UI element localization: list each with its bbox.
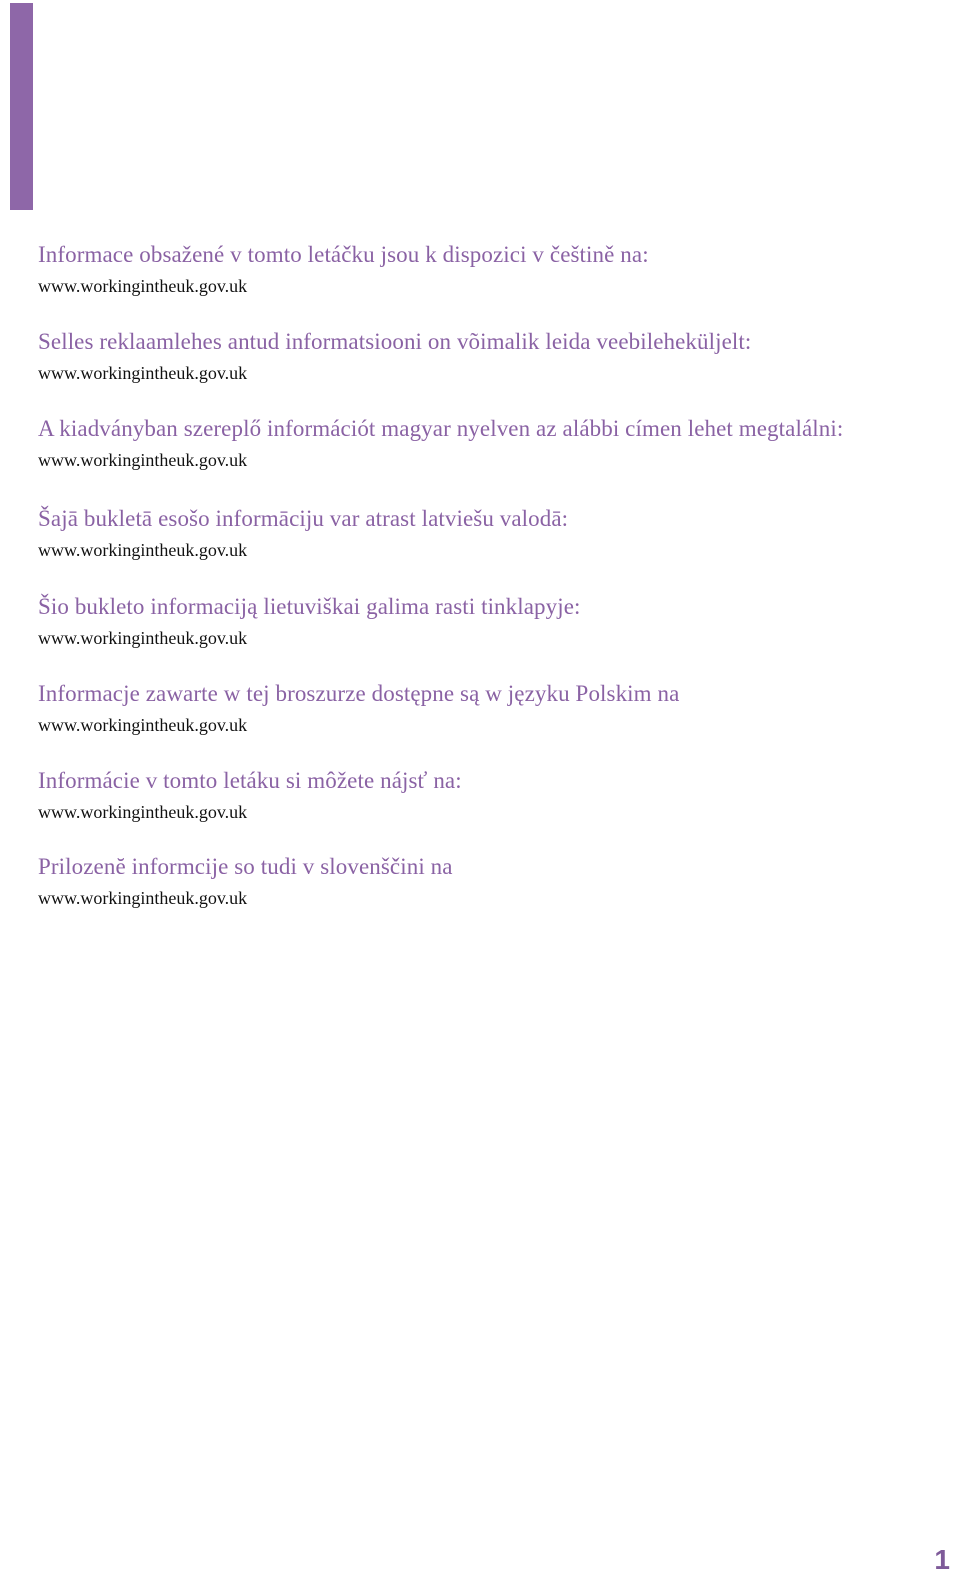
page-number: 1 — [934, 1544, 950, 1575]
entry-url[interactable]: www.workingintheuk.gov.uk — [38, 450, 248, 470]
entry-url[interactable]: www.workingintheuk.gov.uk — [38, 363, 248, 383]
entry-latvian — [38, 504, 938, 561]
entry-text: Šio bukleto informaciją lietuviškai galima rasti tinklapyje: — [38, 594, 581, 619]
entry-url[interactable]: www.workingintheuk.gov.uk — [38, 802, 248, 822]
accent-bar — [10, 3, 33, 210]
entry-lithuanian — [38, 592, 938, 649]
entry-text: Informácie v tomto letáku si môžete nájsť na: — [38, 768, 462, 793]
entry-hungarian — [38, 414, 938, 471]
entry-url[interactable]: www.workingintheuk.gov.uk — [38, 540, 248, 560]
entry-slovak — [38, 766, 938, 823]
entry-url[interactable]: www.workingintheuk.gov.uk — [38, 888, 248, 908]
entry-text: A kiadványban szereplő információt magyar nyelven az alábbi címen lehet megtalálni: — [38, 416, 844, 441]
entry-polish — [38, 679, 938, 736]
entry-text: Selles reklaamlehes antud informatsiooni on võimalik leida veebileheküljelt: — [38, 329, 752, 354]
entry-text: Informace obsažené v tomto letáčku jsou k dispozici v češtině na: — [38, 242, 649, 267]
entry-estonian — [38, 327, 938, 384]
entry-url[interactable]: www.workingintheuk.gov.uk — [38, 276, 248, 296]
entry-text: Informacje zawarte w tej broszurze dostępne są w języku Polskim na — [38, 681, 680, 706]
entry-slovenian — [38, 852, 938, 909]
entry-text: Šajā bukletā esošo informāciju var atrast latviešu valodā: — [38, 506, 569, 531]
entry-text: Prilozenĕ informcije so tudi v slovenščini na — [38, 854, 453, 879]
entry-url[interactable]: www.workingintheuk.gov.uk — [38, 715, 248, 735]
entry-url[interactable]: www.workingintheuk.gov.uk — [38, 628, 248, 648]
entry-czech — [38, 240, 938, 297]
